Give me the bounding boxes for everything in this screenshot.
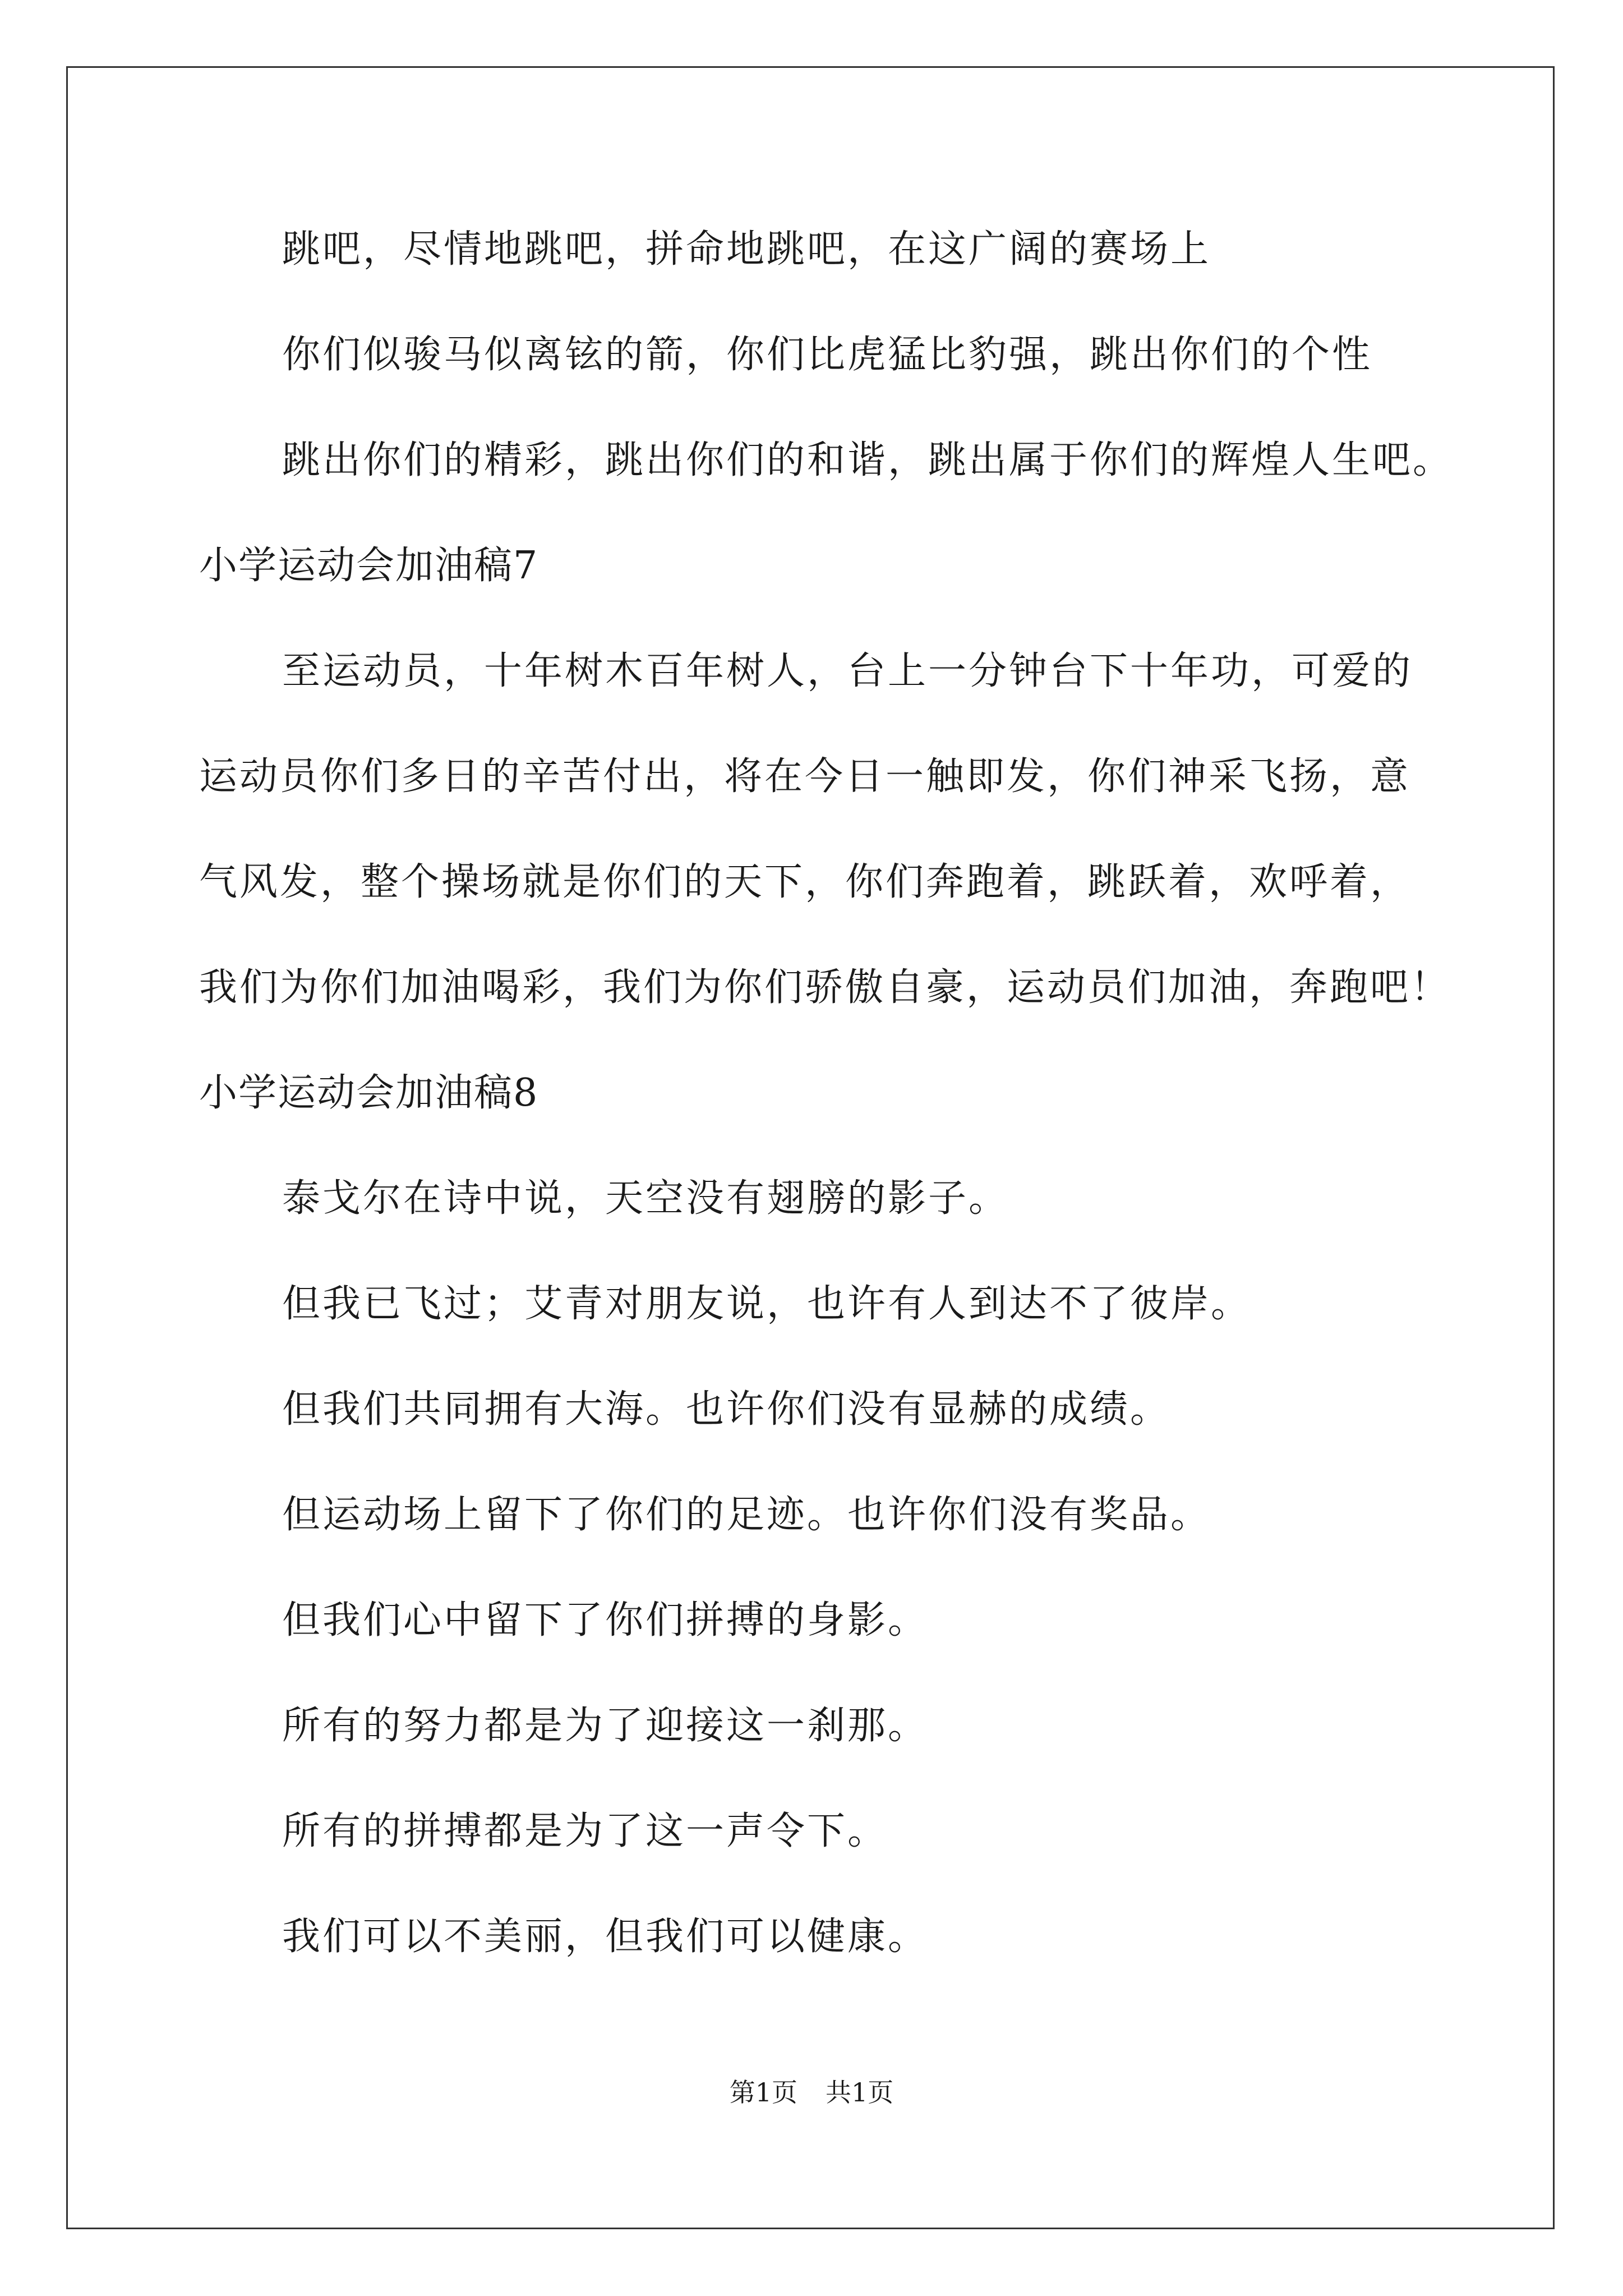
paragraph-line: 所有的努力都是为了迎接这一刹那。 xyxy=(282,1704,929,1748)
paragraph-line: 但我们共同拥有大海。也许你们没有显赫的成绩。 xyxy=(282,1387,1171,1432)
section-heading: 小学运动会加油稿7 xyxy=(199,544,539,588)
paragraph-line: 跳出你们的精彩，跳出你们的和谐，跳出属于你们的辉煌人生吧。 xyxy=(282,438,1454,482)
page-number: 第1页 xyxy=(729,2077,797,2108)
page-footer xyxy=(0,2076,1623,2109)
paragraph-line: 但我们心中留下了你们拼搏的身影。 xyxy=(282,1598,929,1642)
paragraph-line: 运动员你们多日的辛苦付出，将在今日一触即发，你们神采飞扬，意 xyxy=(199,754,1411,799)
paragraph-line: 你们似骏马似离铉的箭，你们比虎猛比豹强，跳出你们的个性 xyxy=(282,333,1373,377)
document-body xyxy=(199,213,1455,2006)
paragraph-line: 我们可以不美丽，但我们可以健康。 xyxy=(282,1915,929,1959)
paragraph-line: 但运动场上留下了你们的足迹。也许你们没有奖品。 xyxy=(282,1493,1211,1537)
section-heading: 小学运动会加油稿8 xyxy=(199,1071,539,1115)
page-total: 共1页 xyxy=(826,2077,894,2108)
paragraph-line: 我们为你们加油喝彩，我们为你们骄傲自豪，运动员们加油，奔跑吧！ xyxy=(199,965,1451,1010)
paragraph-line: 所有的拼搏都是为了这一声令下。 xyxy=(282,1809,888,1853)
paragraph-line: 泰戈尔在诗中说，天空没有翅膀的影子。 xyxy=(282,1176,1009,1221)
paragraph-line: 气风发，整个操场就是你们的天下，你们奔跑着，跳跃着，欢呼着， xyxy=(199,860,1411,904)
paragraph-line: 但我已飞过；艾青对朋友说，也许有人到达不了彼岸。 xyxy=(282,1282,1252,1326)
paragraph-line: 跳吧，尽情地跳吧，拼命地跳吧，在这广阔的赛场上 xyxy=(282,227,1211,272)
paragraph-line: 至运动员，十年树木百年树人，台上一分钟台下十年功，可爱的 xyxy=(282,649,1413,693)
